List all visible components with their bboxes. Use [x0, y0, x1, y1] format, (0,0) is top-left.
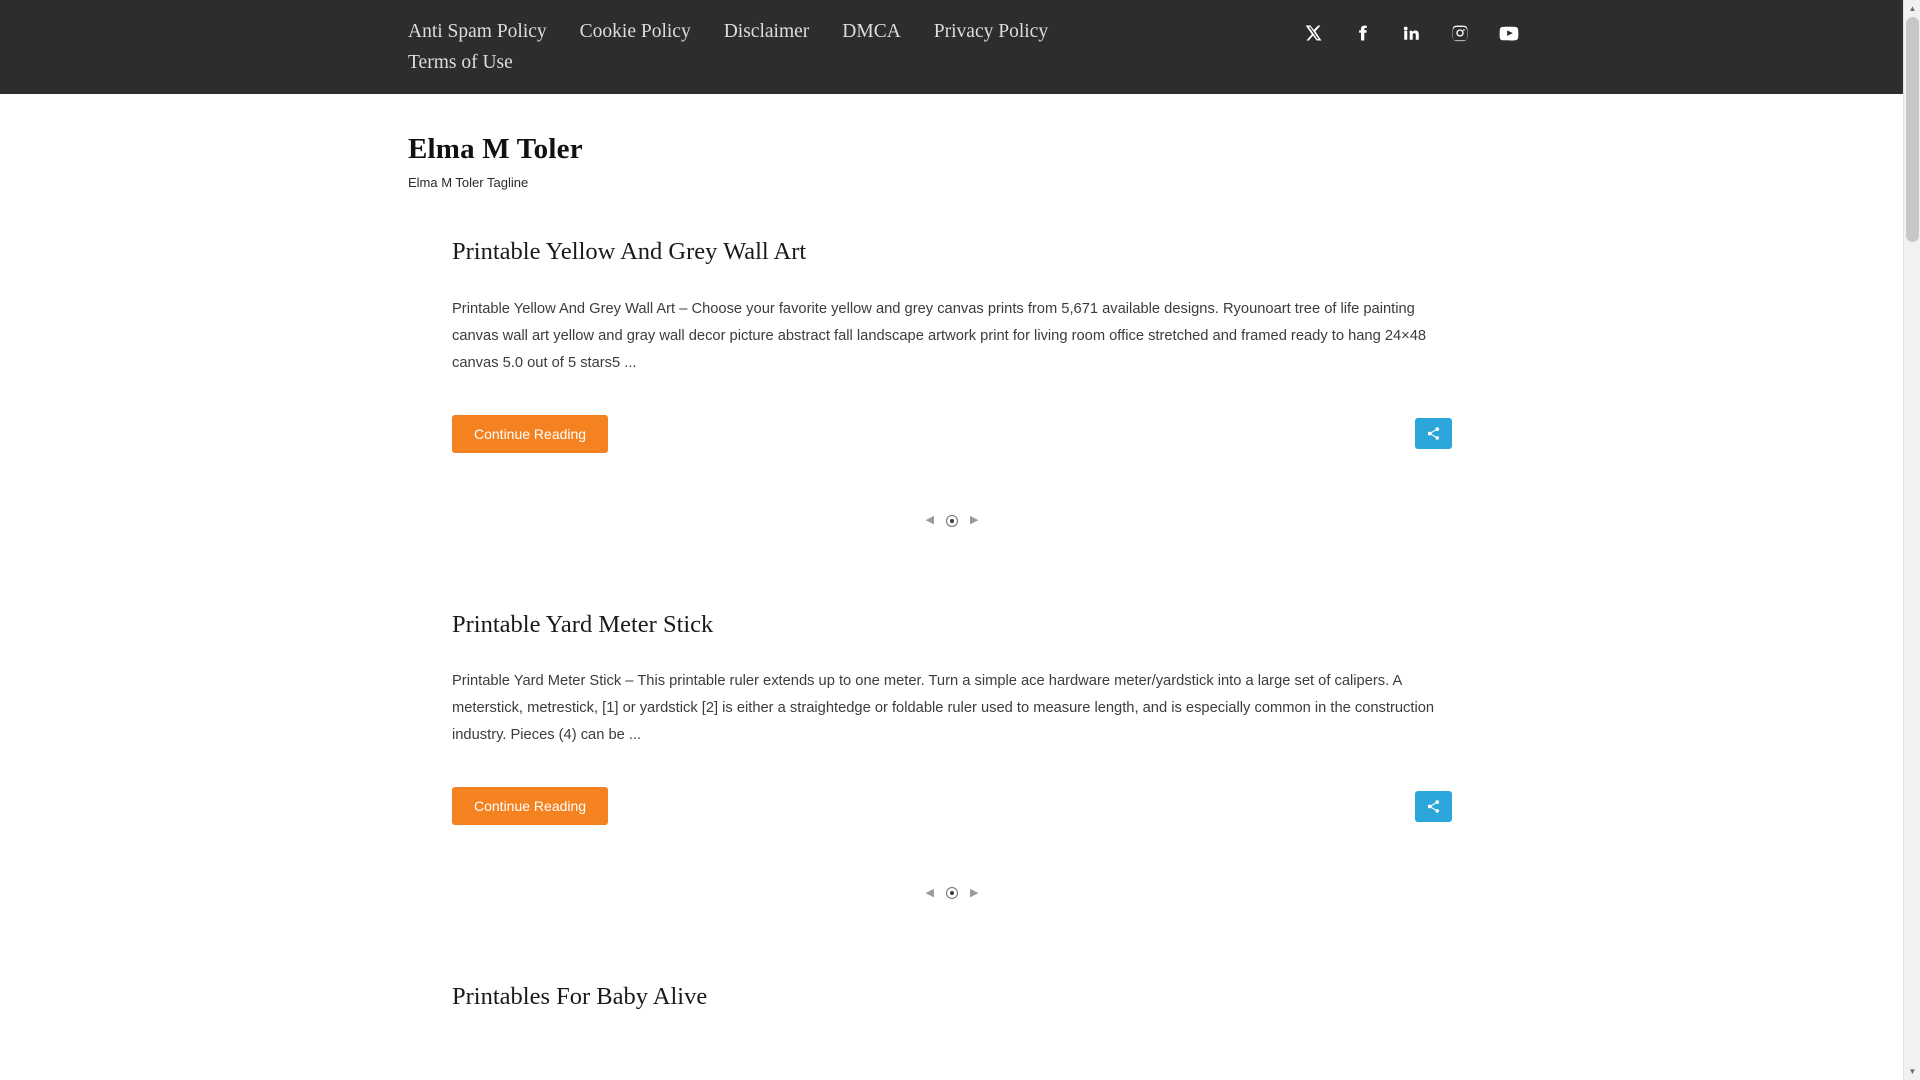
share-icon	[1426, 799, 1441, 814]
share-button[interactable]	[1415, 791, 1452, 822]
post-separator	[452, 887, 1452, 899]
nav-link-cookie-policy[interactable]: Cookie Policy	[579, 21, 691, 42]
social-links	[1302, 10, 1520, 44]
page-scrollbar[interactable]	[1903, 0, 1920, 1080]
continue-reading-button[interactable]: Continue Reading	[452, 787, 608, 825]
site-title[interactable]: Elma M Toler	[408, 133, 583, 165]
post-title[interactable]: Printables For Baby Alive	[452, 983, 708, 1011]
post-actions	[452, 787, 1452, 825]
post-list	[0, 190, 1920, 1052]
site-tagline: Elma M Toler Tagline	[408, 174, 529, 190]
instagram-icon[interactable]	[1449, 22, 1471, 44]
post-item	[452, 236, 1500, 463]
post-title[interactable]: Printable Yard Meter Stick	[452, 610, 714, 638]
legal-nav-links	[408, 10, 1168, 78]
scrollbar-thumb[interactable]	[1906, 17, 1919, 242]
post-separator	[452, 515, 1452, 527]
separator-left-arrow-icon: ◀	[925, 886, 934, 899]
x-twitter-icon[interactable]	[1302, 22, 1324, 44]
share-icon	[1426, 426, 1441, 441]
scrollbar-down-arrow-icon[interactable]: ▼	[1904, 1063, 1920, 1080]
nav-link-privacy-policy[interactable]: Privacy Policy	[933, 21, 1049, 42]
separator-dot-icon	[946, 515, 958, 527]
nav-link-anti-spam-policy[interactable]: Anti Spam Policy	[408, 21, 547, 42]
post-excerpt: Printable Yellow And Grey Wall Art – Choose your favorite yellow and grey canvas prints from 5,671 available designs. Ryounoart tree of life painting canvas wall art yellow and gray wall decor picture abstract fall landscape artwork print for living room office stretched and framed ready to hang 24×48 canvas 5.0 out of 5 stars5 ...	[452, 300, 1427, 371]
separator-right-arrow-icon: ▶	[970, 514, 979, 527]
post-item	[452, 609, 1500, 836]
post-excerpt: Printable Yard Meter Stick – This printable ruler extends up to one meter. Turn a simple ace hardware meter/yardstick into a large set of calipers. A meterstick, metrestick, [1] or yardstick [2] is either a straightedge or foldable ruler used to measure length, and is especially common in the construction industry. Pieces (4) can be ...	[452, 673, 1435, 744]
post-actions	[452, 415, 1452, 453]
top-navigation-inner	[0, 10, 1920, 78]
separator-right-arrow-icon: ▶	[970, 886, 979, 899]
site-header-inner	[0, 132, 1920, 190]
post-item	[452, 981, 1500, 1051]
youtube-icon[interactable]	[1498, 22, 1520, 44]
facebook-icon[interactable]	[1351, 22, 1373, 44]
nav-link-disclaimer[interactable]: Disclaimer	[723, 21, 810, 42]
nav-link-dmca[interactable]: DMCA	[842, 21, 901, 42]
separator-left-arrow-icon: ◀	[925, 514, 934, 527]
nav-link-terms-of-use[interactable]: Terms of Use	[408, 52, 513, 73]
top-navigation-bar	[0, 0, 1920, 94]
continue-reading-button[interactable]: Continue Reading	[452, 415, 608, 453]
scrollbar-up-arrow-icon[interactable]: ▲	[1904, 0, 1920, 17]
separator-dot-icon	[946, 887, 958, 899]
site-header	[0, 94, 1920, 190]
post-title[interactable]: Printable Yellow And Grey Wall Art	[452, 237, 807, 265]
linkedin-icon[interactable]	[1400, 22, 1422, 44]
share-button[interactable]	[1415, 418, 1452, 449]
